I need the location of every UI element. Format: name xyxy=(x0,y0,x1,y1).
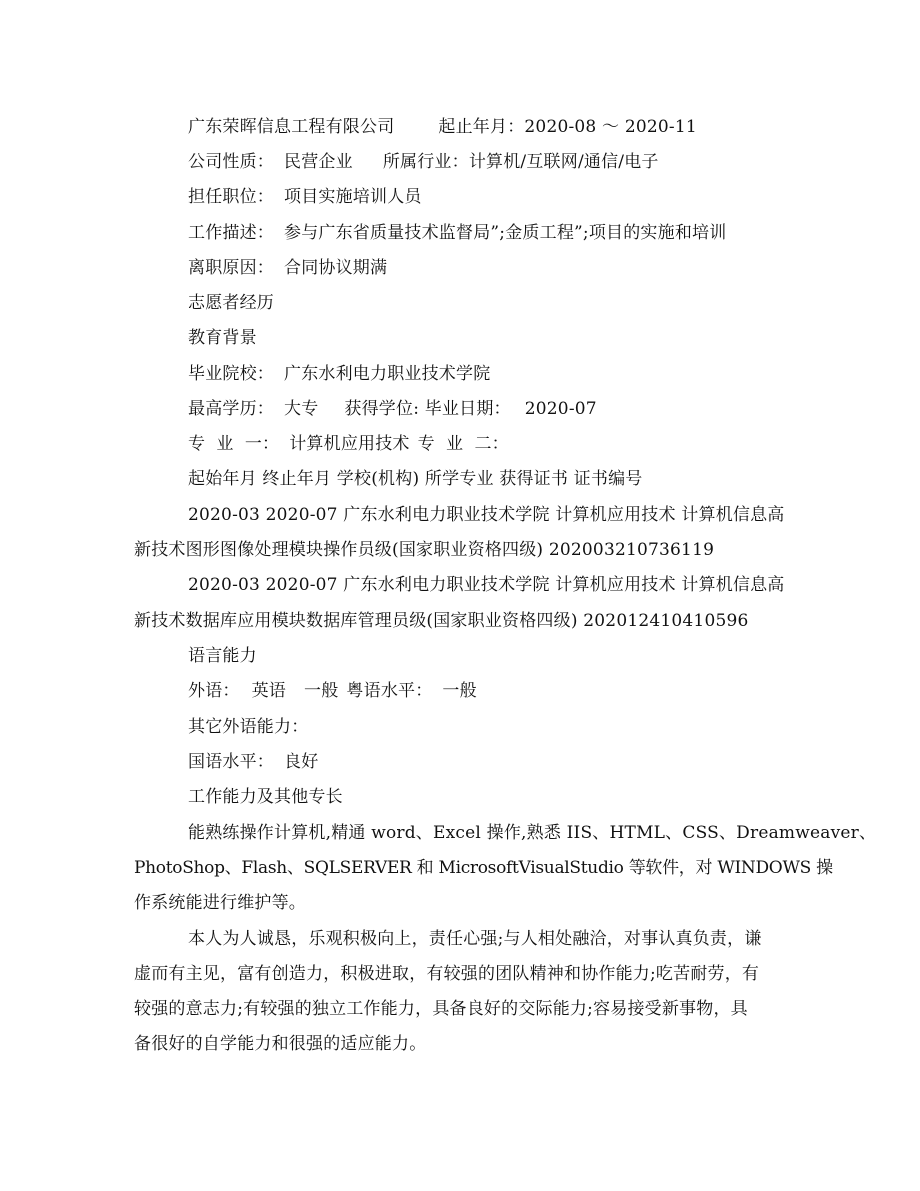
skills-heading: 工作能力及其他专长 xyxy=(188,787,343,807)
cert-row-1-line-1: 2020-03 2020-07 广东水利电力职业技术学院 计算机应用技术 计算机信息高 xyxy=(188,505,785,525)
cert-row-2-line-2: 新技术数据库应用模块数据库管理员级(国家职业资格四级) 202012410410596 xyxy=(134,611,749,631)
industry-label: 所属行业： xyxy=(382,152,469,172)
skills-para-1-line-2: PhotoShop、Flash、SQLSERVER 和 MicrosoftVisualStudio 等软件，对 WINDOWS 操 xyxy=(134,858,833,878)
major-two-label: 专 业 二： xyxy=(417,434,509,454)
work-period: 起止年月：2020-08 ～ 2020-11 xyxy=(438,117,697,137)
foreign-language-line xyxy=(188,680,477,702)
skills-para-1-line-1: 能熟练操作计算机,精通 word、Excel 操作,熟悉 IIS、HTML、CSS、Dreamweaver、 xyxy=(188,823,877,843)
leave-reason-value: 合同协议期满 xyxy=(284,258,388,278)
foreign-language-label: 外语： xyxy=(188,681,240,701)
degree-label: 最高学历： xyxy=(188,399,274,419)
description-line xyxy=(188,222,726,244)
mandarin-line xyxy=(188,751,318,773)
language-heading: 语言能力 xyxy=(188,646,257,666)
volunteer-heading: 志愿者经历 xyxy=(188,293,274,313)
nature-value: 民营企业 xyxy=(284,152,353,172)
skills-para-2-line-4: 备很好的自学能力和很强的适应能力。 xyxy=(134,1034,427,1054)
industry-value: 计算机/互联网/通信/电子 xyxy=(468,152,659,172)
degree-value: 大专 xyxy=(284,399,319,419)
company-line xyxy=(188,116,697,138)
cert-table-header: 起始年月 终止年月 学校(机构) 所学专业 获得证书 证书编号 xyxy=(188,469,643,489)
school-line xyxy=(188,363,490,385)
cantonese-label: 粤语水平： xyxy=(346,681,433,701)
description-label: 工作描述： xyxy=(188,223,274,243)
skills-para-1-line-3: 作系统能进行维护等。 xyxy=(134,893,306,913)
company-nature-line xyxy=(188,151,659,173)
school-label: 毕业院校： xyxy=(188,364,274,384)
description-value: 参与广东省质量技术监督局”;金质工程”;项目的实施和培训 xyxy=(284,223,727,243)
mandarin-label: 国语水平： xyxy=(188,752,274,772)
education-heading: 教育背景 xyxy=(188,328,257,348)
position-line xyxy=(188,186,422,208)
nature-label: 公司性质： xyxy=(188,152,274,172)
position-label: 担任职位： xyxy=(188,187,274,207)
leave-reason-label: 离职原因： xyxy=(188,258,274,278)
degree-extra: 获得学位: 毕业日期： xyxy=(344,399,511,419)
major-one-value: 计算机应用技术 xyxy=(289,434,410,454)
degree-line xyxy=(188,398,597,420)
skills-para-2-line-3: 较强的意志力;有较强的独立工作能力，具备良好的交际能力;容易接受新事物，具 xyxy=(134,999,748,1019)
cert-row-1-line-2: 新技术图形图像处理模块操作员级(国家职业资格四级) 202003210736119 xyxy=(134,540,715,560)
leave-reason-line xyxy=(188,257,387,279)
skills-para-2-line-1: 本人为人诚恳，乐观积极向上，责任心强;与人相处融洽，对事认真负责，谦 xyxy=(188,929,762,949)
skills-para-2-line-2: 虚而有主见，富有创造力，积极进取，有较强的团队精神和协作能力;吃苦耐劳，有 xyxy=(134,964,760,984)
graduation-date: 2020-07 xyxy=(524,399,597,419)
mandarin-level: 良好 xyxy=(284,752,319,772)
foreign-language-level: 一般 xyxy=(304,681,339,701)
cantonese-level: 一般 xyxy=(442,681,477,701)
cert-row-2-line-1: 2020-03 2020-07 广东水利电力职业技术学院 计算机应用技术 计算机信息高 xyxy=(188,575,785,595)
other-language-line: 其它外语能力： xyxy=(188,717,309,737)
foreign-language-name: 英语 xyxy=(251,681,287,701)
major-one-label: 专 业 一： xyxy=(188,434,280,454)
company-name: 广东荣晖信息工程有限公司 xyxy=(188,117,395,137)
position-value: 项目实施培训人员 xyxy=(284,187,422,207)
school-value: 广东水利电力职业技术学院 xyxy=(284,364,491,384)
major-line xyxy=(188,433,509,455)
